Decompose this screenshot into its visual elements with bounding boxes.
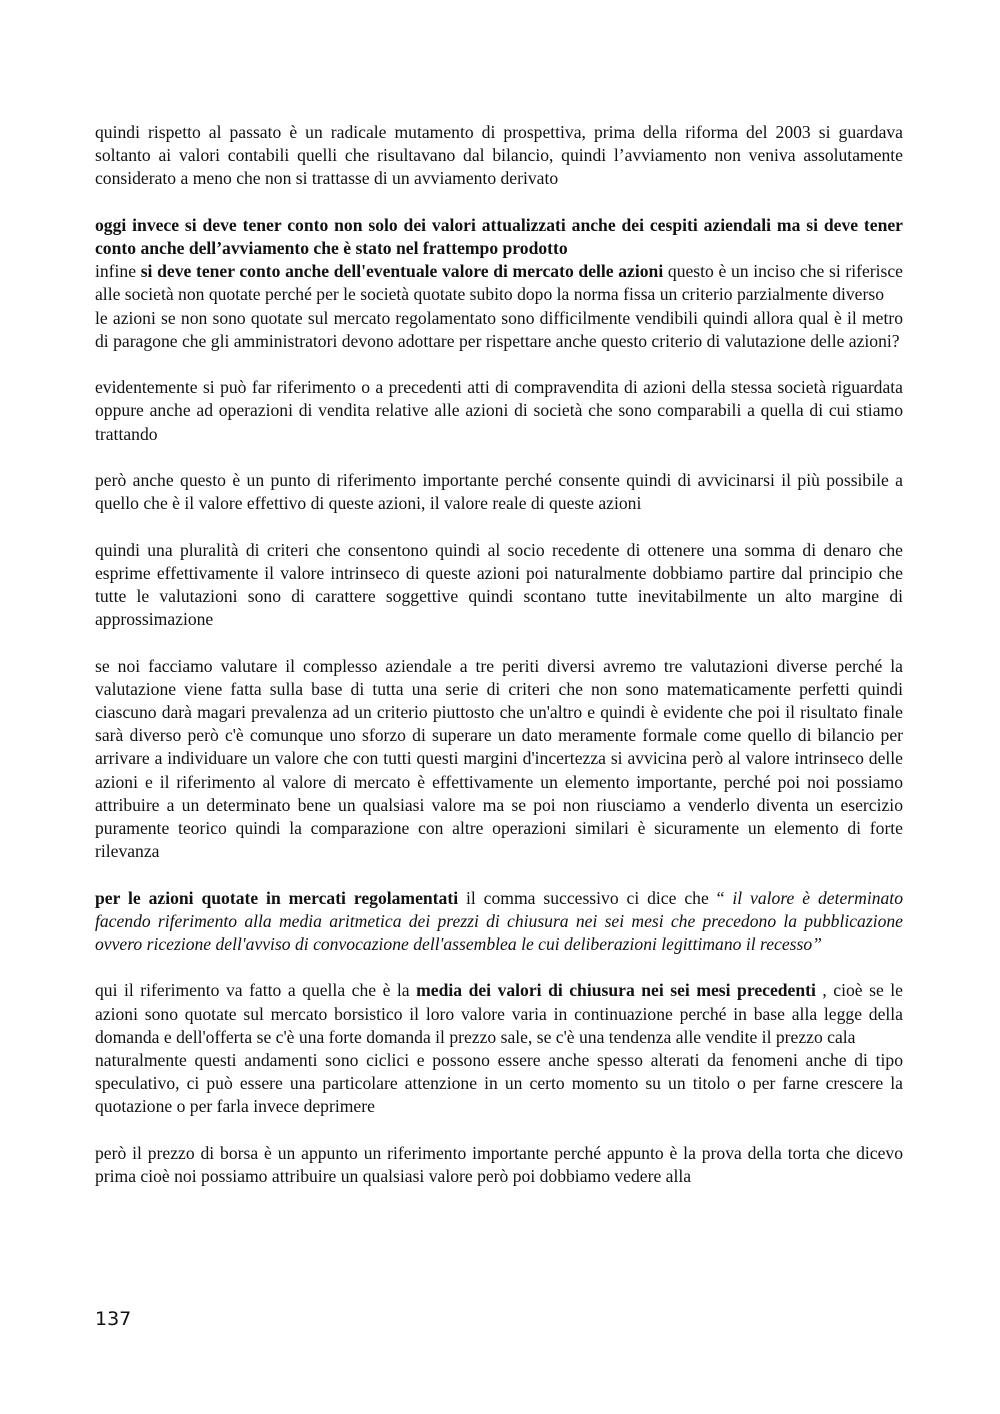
paragraph-4: le azioni se non sono quotate sul mercato regolamentato sono difficilmente vendibili quindi allora qual è il metro di paragone che gli amministratori devono adottare per rispettare anche questo criterio di valutazione delle azioni? [95,307,903,351]
paragraph-8: se noi facciamo valutare il complesso aziendale a tre periti diversi avremo tre valutazioni diverse perché la valutazione viene fatta sulla base di tutta una serie di criteri che non sono matematicamente perfetti quindi ciascuno darà magari prevalenza ad un criterio piuttosto che un'altro e quindi è evidente che poi il risultato finale sarà diverso però c'è comunque uno sforzo di superare un dato meramente formale come quello di bilancio per arrivare a individuare un valore che con tutti questi margini d'incertezza si avvicina però al valore intrinseco delle azioni e il riferimento al valore di mercato è effettivamente un elemento importante, perché poi noi possiamo attribuire a un determinato bene un qualsiasi valore ma se poi non riusciamo a venderlo diventa un esercizio puramente teorico quindi la comparazione con altre operazioni similari è sicuramente un elemento di forte rilevanza [95,655,903,862]
paragraph-10 [95,979,903,1049]
italic-quote: il valore è determinato facendo riferimento alla media aritmetica dei prezzi di chiusura nei sei mesi che precedono la pubblicazione ovvero ricezione dell'avviso di convocazione dell'assemblea le cui deliberazioni legittimano il recesso” [95,887,903,955]
document-body [95,121,903,1188]
paragraph-1: quindi rispetto al passato è un radicale mutamento di prospettiva, prima della riforma del 2003 si guardava soltanto ai valori contabili quelli che risultavano dal bilancio, quindi l’avviamento non veniva assolutamente considerato a meno che non si trattasse di un avviamento derivato [95,122,903,189]
paragraph-12: però il prezzo di borsa è un appunto un riferimento importante perché appunto è la prova della torta che dicevo prima cioè noi possiamo attribuire un qualsiasi valore però poi dobbiamo vedere alla [95,1142,903,1187]
bold-text: per le azioni quotate in mercati regolamentati [95,887,459,908]
paragraph-7: quindi una pluralità di criteri che consentono quindi al socio recedente di ottenere una somma di denaro che esprime effettivamente il valore intrinseco di queste azioni poi naturalmente dobbiamo partire dal principio che tutte le valutazioni sono di carattere soggettive quindi scontano tutte inevitabilmente un alto margine di approssimazione [95,539,903,630]
paragraph-gap [95,631,903,654]
bold-text: oggi invece si deve tener conto non solo dei valori attualizzati anche dei cespiti aziendali ma si deve tener conto anche dell’avviamento che è stato nel frattempo prodotto [95,214,903,258]
paragraph-3 [95,260,903,306]
paragraph-text: infine [95,261,141,282]
paragraph-11: naturalmente questi andamenti sono ciclici e possono essere anche spesso alterati da fenomeni anche di tipo speculativo, ci può essere una particolare attenzione in un certo momento su un titolo o per farne crescere la quotazione o per farla invece deprimere [95,1050,903,1117]
paragraph-gap [95,446,903,469]
bold-text: media dei valori di chiusura nei sei mesi precedenti [416,980,816,1001]
paragraph-text: il comma successivo ci dice che “ [458,887,733,908]
paragraph-9 [95,887,903,957]
paragraph-gap [95,863,903,886]
paragraph-text: qui il riferimento va fatto a quella che è la [95,980,417,1001]
paragraph-6: però anche questo è un punto di riferimento importante perché consente quindi di avvicinarsi il più possibile a quello che è il valore effettivo di queste azioni, il valore reale di queste azioni [95,470,903,514]
paragraph-gap [95,353,903,376]
paragraph-text: , cioè se le azioni sono quotate sul mercato borsistico il loro valore varia in continuazione perché in base alla legge della domanda e dell'offerta se c'è una forte domanda il prezzo sale, se c'è una tendenza alle vendite il prezzo cala [95,980,903,1047]
paragraph-gap [95,1119,903,1142]
paragraph-5: evidentemente si può far riferimento o a precedenti atti di compravendita di azioni della stessa società riguardata oppure anche ad operazioni di vendita relative alle azioni di società che sono comparabili a quella di cui stiamo trattando [95,377,903,444]
paragraph-gap [95,515,903,538]
paragraph-2 [95,214,903,260]
paragraph-gap [95,191,903,214]
page-number: 137 [95,1308,132,1330]
paragraph-gap [95,956,903,979]
paragraph-text: questo è un inciso che si riferisce alle società non quotate perché per le società quotate subito dopo la norma fissa un criterio parzialmente diverso [95,261,903,305]
bold-text: si deve tener conto anche dell'eventuale valore di mercato delle azioni [140,261,664,282]
